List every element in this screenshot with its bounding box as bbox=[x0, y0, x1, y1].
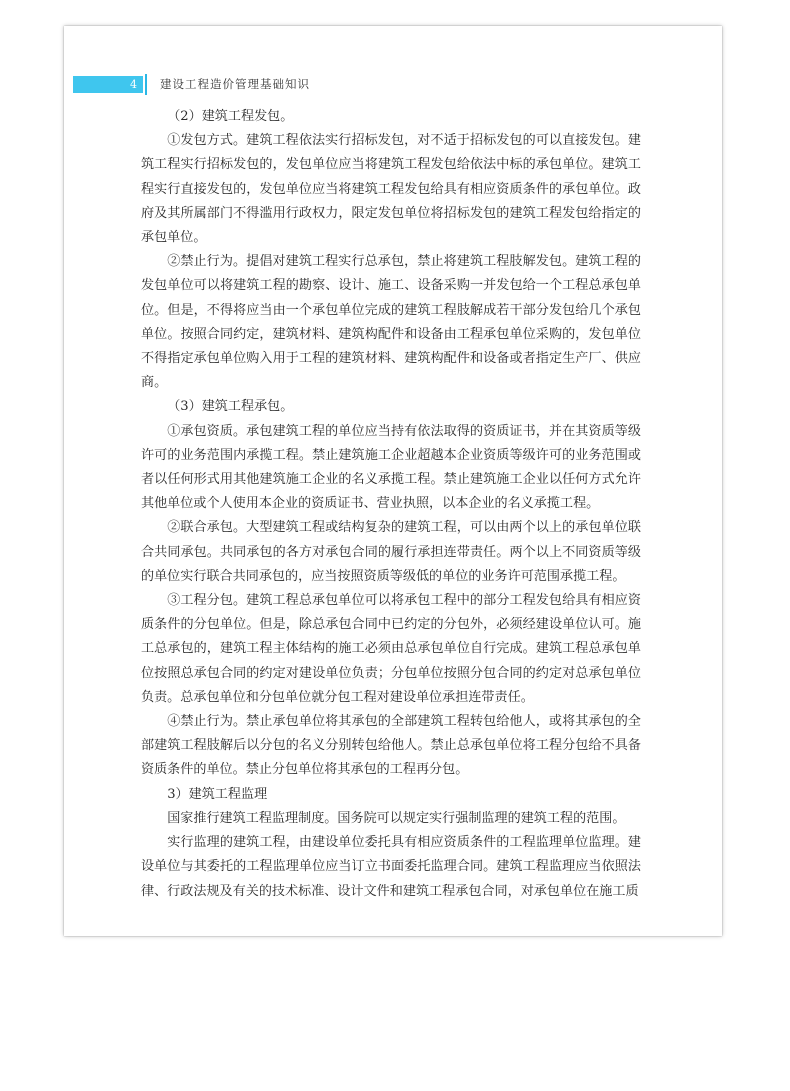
paragraph: 实行监理的建筑工程，由建设单位委托具有相应资质条件的工程监理单位监理。建设单位与其委托的工程监理单位应当订立书面委托监理合同。建筑工程监理应当依照法律、行政法规及有关的技术标准、设计文件和建筑工程承包合同，对承包单位在施工质 bbox=[141, 835, 641, 899]
paragraph: ①承包资质。承包建筑工程的单位应当持有依法取得的资质证书，并在其资质等级许可的业务范围内承揽工程。禁止建筑施工企业超越本企业资质等级许可的业务范围或者以任何形式用其他建筑施工企业的名义承揽工程。禁止建筑施工企业以任何方式允许其他单位或个人使用本企业的资质证书、营业执照，以本企业的名义承揽工程。 bbox=[141, 423, 641, 512]
page-number: 4 bbox=[130, 78, 137, 91]
paragraph: ④禁止行为。禁止承包单位将其承包的全部建筑工程转包给他人，或将其承包的全部建筑工程肢解后以分包的名义分别转包给他人。禁止总承包单位将工程分包给不具备资质条件的单位。禁止分包单位将其承包的工程再分包。 bbox=[141, 714, 641, 778]
paragraph: ①发包方式。建筑工程依法实行招标发包，对不适于招标发包的可以直接发包。建筑工程实行招标发包的，发包单位应当将建筑工程发包给依法中标的承包单位。建筑工程实行直接发包的，发包单位应当将建筑工程发包给具有相应资质条件的承包单位。政府及其所属部门不得滥用行政权力，限定发包单位将招标发包的建筑工程发包给指定的承包单位。 bbox=[141, 133, 641, 246]
body-text bbox=[141, 105, 641, 904]
header-divider bbox=[145, 74, 147, 95]
paragraph: ②禁止行为。提倡对建筑工程实行总承包，禁止将建筑工程肢解发包。建筑工程的发包单位可以将建筑工程的勘察、设计、施工、设备采购一并发包给一个工程总承包单位。但是，不得将应当由一个承包单位完成的建筑工程肢解成若干部分发包给几个承包单位。按照合同约定，建筑材料、建筑构配件和设备由工程承包单位采购的，发包单位不得指定承包单位购入用于工程的建筑材料、建筑构配件和设备或者指定生产厂、供应商。 bbox=[141, 254, 641, 391]
paragraph: ③工程分包。建筑工程总承包单位可以将承包工程中的部分工程发包给具有相应资质条件的分包单位。但是，除总承包合同中已约定的分包外，必须经建设单位认可。施工总承包的，建筑工程主体结构的施工必须由总承包单位自行完成。建筑工程总承包单位按照总承包合同的约定对建设单位负责；分包单位按照分包合同的约定对总承包单位负责。总承包单位和分包单位就分包工程对建设单位承担连带责任。 bbox=[141, 593, 641, 705]
paragraph: （2）建筑工程发包。 bbox=[167, 109, 294, 124]
paragraph: ②联合承包。大型建筑工程或结构复杂的建筑工程，可以由两个以上的承包单位联合共同承包。共同承包的各方对承包合同的履行承担连带责任。两个以上不同资质等级的单位实行联合共同承包的，应当按照资质等级低的单位的业务许可范围承揽工程。 bbox=[141, 520, 641, 584]
page-number-tab bbox=[73, 76, 143, 93]
paragraph: （3）建筑工程承包。 bbox=[167, 399, 294, 415]
paragraph: 国家推行建筑工程监理制度。国务院可以规定实行强制监理的建筑工程的范围。 bbox=[167, 810, 626, 826]
document-page bbox=[64, 26, 722, 936]
running-header-title: 建设工程造价管理基础知识 bbox=[160, 77, 310, 91]
paragraph: 3）建筑工程监理 bbox=[167, 786, 268, 802]
